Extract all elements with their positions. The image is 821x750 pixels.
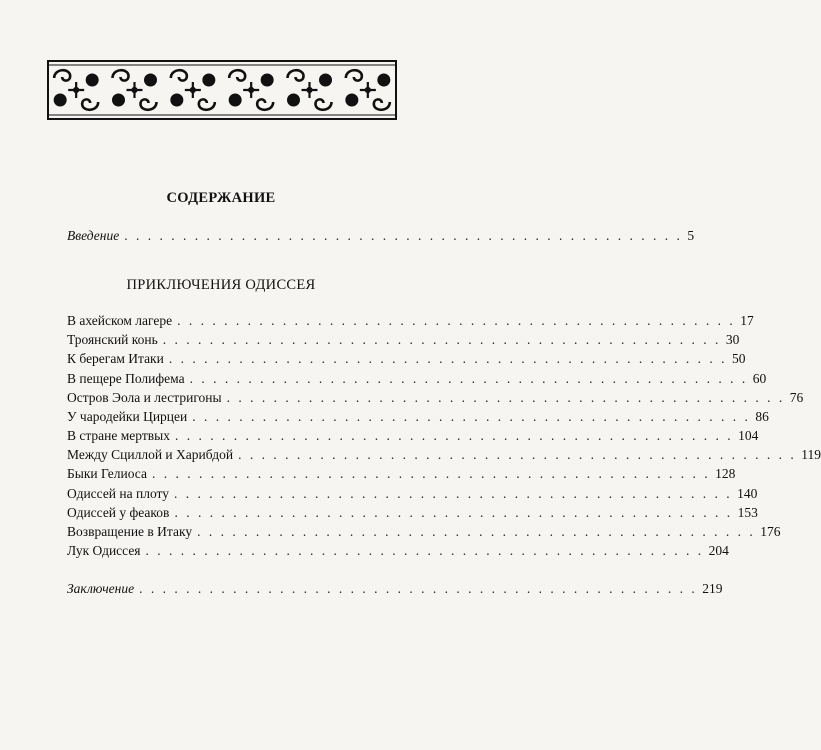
toc-entry[interactable] [67,447,821,467]
dot-leader: . . . . . . . . . . . . . . . . . . . . . . . . . . . . . . . . . . . . . . . . . . . . . . . . [189,371,748,386]
scroll-motif [113,70,157,110]
dot-leader: . . . . . . . . . . . . . . . . . . . . . . . . . . . . . . . . . . . . . . . . . . . . . . . . [197,524,756,539]
toc-entry[interactable] [67,543,729,563]
dot-leader: . . . . . . . . . . . . . . . . . . . . . . . . . . . . . . . . . . . . . . . . . . . . . . . . [226,390,785,405]
scroll-motif [288,70,332,110]
toc-entry-title: В стране мертвых [67,428,170,443]
toc-entry[interactable] [67,313,754,333]
toc-entry-title: Лук Одиссея [67,543,141,558]
toc-entry-conclusion[interactable] [67,581,723,601]
toc-page-number: 76 [789,390,804,405]
toc-entry[interactable] [67,351,746,371]
section-heading: ПРИКЛЮЧЕНИЯ ОДИССЕЯ [126,277,316,293]
dot-leader: . . . . . . . . . . . . . . . . . . . . . . . . . . . . . . . . . . . . . . . . . . . . . . . . [151,466,711,481]
toc-entry-title: К берегам Итаки [67,351,164,366]
toc-entry[interactable] [67,371,767,391]
toc-entry[interactable] [67,486,758,506]
toc-entry-title: Введение [67,228,120,243]
toc-entry[interactable] [67,505,758,525]
toc-page-number: 140 [737,486,758,501]
toc-entry[interactable] [67,390,804,410]
toc-entry-title: В пещере Полифема [67,371,185,386]
toc-entry[interactable] [67,409,769,429]
toc-entry-title: Троянский конь [67,332,158,347]
toc-entry[interactable] [67,428,759,448]
dot-leader: . . . . . . . . . . . . . . . . . . . . . . . . . . . . . . . . . . . . . . . . . . . . . . . . [174,486,733,501]
toc-entry-title: Возвращение в Итаку [67,524,193,539]
toc-page-number: 176 [760,524,781,539]
dot-leader: . . . . . . . . . . . . . . . . . . . . . . . . . . . . . . . . . . . . . . . . . . . . . . . . [145,543,704,558]
toc-entry-title: Одиссей у феаков [67,505,170,520]
toc-page-number: 60 [752,371,767,386]
toc-page-number: 5 [687,228,695,243]
toc-page-number: 204 [708,543,729,558]
toc-page-number: 17 [740,313,754,328]
toc-entry-title: У чародейки Цирцеи [67,409,188,424]
scroll-motif [346,70,390,110]
contents-heading: СОДЕРЖАНИЕ [166,190,276,206]
dot-leader: . . . . . . . . . . . . . . . . . . . . . . . . . . . . . . . . . . . . . . . . . . . . . . . . [124,228,683,243]
toc-page-number: 30 [725,332,740,347]
dot-leader: . . . . . . . . . . . . . . . . . . . . . . . . . . . . . . . . . . . . . . . . . . . . . . . . [177,313,736,328]
dot-leader: . . . . . . . . . . . . . . . . . . . . . . . . . . . . . . . . . . . . . . . . . . . . . . . . [192,409,751,424]
toc-entry-intro[interactable] [67,228,695,248]
toc-entry-title: В ахейском лагере [67,313,173,328]
scroll-motif [171,70,215,110]
toc-page-number: 86 [755,409,769,424]
scroll-motif [229,70,273,110]
dot-leader: . . . . . . . . . . . . . . . . . . . . . . . . . . . . . . . . . . . . . . . . . . . . . . . . [168,351,727,366]
toc-entry[interactable] [67,332,740,352]
toc-page-number: 128 [715,466,736,481]
dot-leader: . . . . . . . . . . . . . . . . . . . . . . . . . . . . . . . . . . . . . . . . . . . . . . . . [162,332,721,347]
toc-entry-title: Остров Эола и лестригоны [67,390,222,405]
toc-entry-title: Быки Гелиоса [67,466,147,481]
dot-leader: . . . . . . . . . . . . . . . . . . . . . . . . . . . . . . . . . . . . . . . . . . . . . . . . [238,447,797,462]
toc-entry[interactable] [67,466,736,486]
decorative-ornament-border [47,60,397,120]
scroll-motif [54,70,98,110]
toc-page-number: 219 [702,581,723,596]
dot-leader: . . . . . . . . . . . . . . . . . . . . . . . . . . . . . . . . . . . . . . . . . . . . . . . . [174,505,733,520]
dot-leader: . . . . . . . . . . . . . . . . . . . . . . . . . . . . . . . . . . . . . . . . . . . . . . . . [139,581,698,596]
toc-page-number: 50 [731,351,746,366]
toc-entry-title: Заключение [67,581,135,596]
toc-page-number: 119 [801,447,821,462]
dot-leader: . . . . . . . . . . . . . . . . . . . . . . . . . . . . . . . . . . . . . . . . . . . . . . . . [174,428,734,443]
toc-entry-title: Одиссей на плоту [67,486,170,501]
toc-page-number: 104 [738,428,759,443]
toc-entry[interactable] [67,524,781,544]
toc-page-number: 153 [737,505,758,520]
toc-entry-title: Между Сциллой и Харибдой [67,447,234,462]
